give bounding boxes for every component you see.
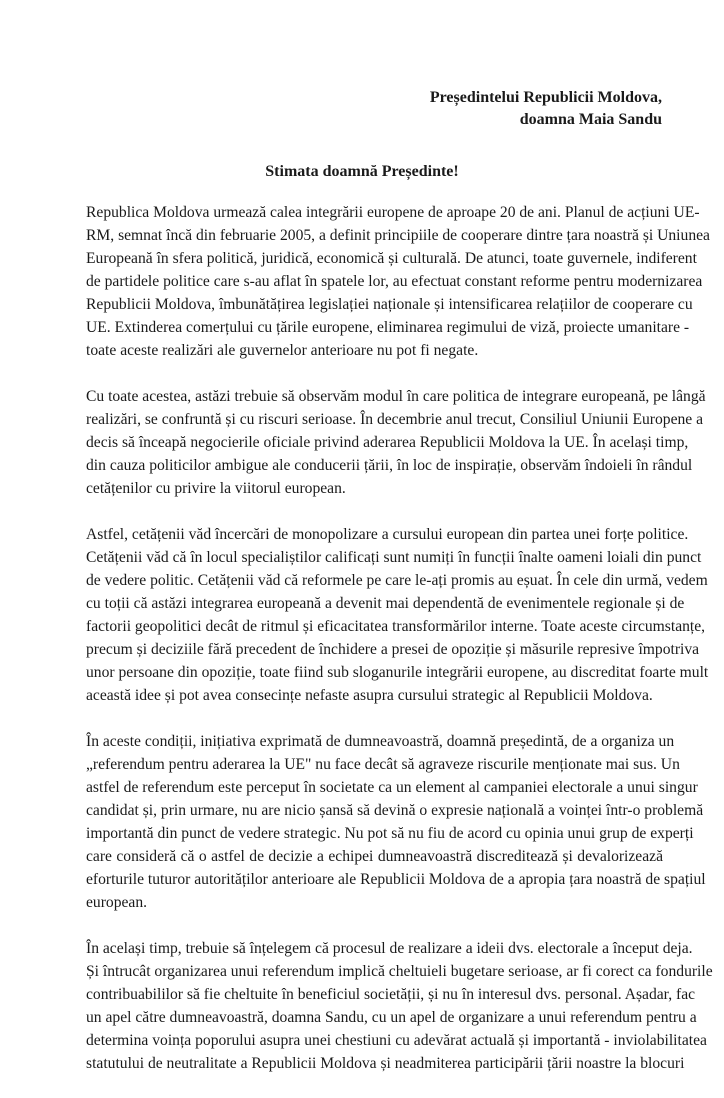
text-line: european.	[86, 894, 148, 911]
text-line: decis să înceapă negocierile oficiale privind aderarea Republicii Moldova la UE. În același timp,	[86, 434, 689, 451]
paragraph	[86, 201, 710, 362]
text-line: candidat și, prin urmare, nu are nicio șansă să devină o expresie națională a voinței într-o problemă	[86, 802, 704, 819]
text-line: un apel către dumneavoastră, doamna Sandu, cu un apel de organizare a unui referendum pentru a	[86, 1009, 697, 1026]
text-line: de partidele politice care s-au aflat în spatele lor, au efectuat constant reforme pentru modernizarea	[86, 273, 703, 290]
text-line: precum și deciziile fără precedent de închidere a presei de opoziție și măsurile represive împotriva	[86, 641, 700, 658]
text-line: realizări, se confruntă și cu riscuri serioase. În decembrie anul trecut, Consiliul Uniunii Europene a	[86, 411, 704, 428]
paragraph	[86, 385, 706, 500]
text-line: Astfel, cetățenii văd încercări de monopolizare a cursului european din partea unei forțe politice.	[86, 526, 689, 543]
text-line: această idee și pot avea consecințe nefaste asupra cursului strategic al Republicii Moldova.	[86, 687, 653, 704]
text-line: care consideră că o astfel de decizie a echipei dumneavoastră discreditează și devalorizează	[86, 848, 663, 865]
text-line: de vedere politic. Cetățenii văd că reformele pe care le-ați promis au eșuat. În cele din urmă, vedem	[86, 572, 708, 589]
paragraph	[86, 523, 709, 707]
text-line: Republicii Moldova, îmbunătățirea legislației naționale și intensificarea relațiilor de cooperare cu	[86, 296, 693, 313]
text-line: În aceste condiții, inițiativa exprimată de dumneavoastră, doamnă președintă, de a organiza un	[86, 733, 675, 750]
text-line: Și întrucât organizarea unui referendum implică cheltuieli bugetare serioase, ar fi corect ca fondurile	[86, 963, 713, 980]
text-line: Europeană în sfera politică, juridică, economică și culturală. De atunci, toate guvernele, indiferent	[86, 250, 697, 267]
text-line: toate aceste realizări ale guvernelor anterioare nu pot fi negate.	[86, 342, 479, 359]
text-line: astfel de referendum este perceput în societate ca un element al campaniei electorale a unui singur	[86, 779, 698, 796]
text-line: UE. Extinderea comerțului cu țările europene, eliminarea regimului de viză, proiecte umanitare -	[86, 319, 690, 336]
text-line: Republica Moldova urmează calea integrării europene de aproape 20 de ani. Planul de acțiuni UE-	[86, 204, 700, 221]
letter-body	[86, 201, 713, 1098]
addressee-title: Președintelui Republicii Moldova,	[429, 89, 662, 106]
text-line: „referendum pentru aderarea la UE" nu face decât să agraveze riscurile menționate mai sus. Un	[86, 756, 680, 773]
text-line: cetățenilor cu privire la viitorul european.	[86, 480, 346, 497]
addressee-block	[430, 87, 662, 131]
text-line: eforturile tuturor autorităților anterioare ale Republicii Moldova de a apropia țara noastră de spațiul	[86, 871, 706, 888]
addressee-name: doamna Maia Sandu	[519, 111, 662, 128]
text-line: În același timp, trebuie să înțelegem că procesul de realizare a ideii dvs. electorale a început deja.	[86, 940, 693, 957]
salutation: Stimata doamnă Președinte!	[265, 163, 459, 180]
text-line: unor persoane din opoziție, toate fiind sub sloganurile integrării europene, au discreditat foarte mult	[86, 664, 709, 681]
text-line: statutului de neutralitate a Republicii Moldova și neadmiterea participării țării noastre la blocuri	[86, 1055, 685, 1072]
text-line: RM, semnat încă din februarie 2005, a definit principiile de cooperare dintre țara noastră și Uniunea	[86, 227, 710, 244]
text-line: Cetățenii văd că în locul specialiștilor calificați sunt numiți în funcții înalte oameni loiali din punct	[86, 549, 702, 566]
text-line: din cauza politicilor ambigue ale conducerii țării, în loc de inspirație, observăm îndoieli în rândul	[86, 457, 693, 474]
text-line: contribuabililor să fie cheltuite în beneficiul societății, și nu în interesul dvs. personal. Așadar, fac	[86, 986, 696, 1003]
text-line: importantă din punct de vedere strategic. Nu pot să nu fiu de acord cu opinia unui grup de experți	[86, 825, 694, 842]
text-line: determina voința poporului asupra unei chestiuni cu adevărat actuală și importantă - inviolabilitatea	[86, 1032, 707, 1049]
text-line: cu toții că astăzi integrarea europeană a devenit mai dependentă de evenimentele regionale și de	[86, 595, 685, 612]
text-line: Cu toate acestea, astăzi trebuie să observăm modul în care politica de integrare europeană, pe lângă	[86, 388, 706, 405]
paragraph	[86, 937, 713, 1075]
paragraph	[86, 730, 706, 914]
text-line: factorii geopolitici decât de ritmul și eficacitatea transformărilor interne. Toate aceste circumstanțe,	[86, 618, 706, 635]
